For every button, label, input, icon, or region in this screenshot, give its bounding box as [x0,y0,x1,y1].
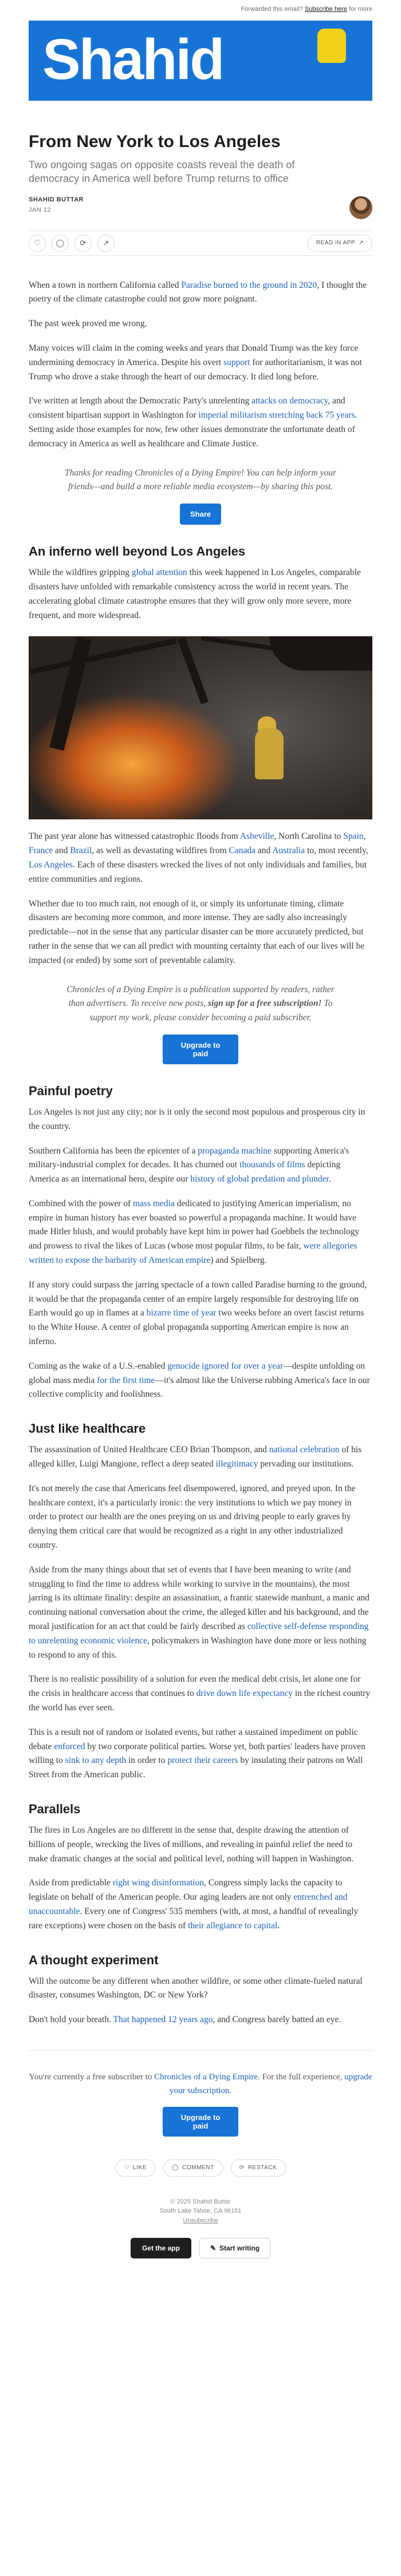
text-run: pervading our institutions. [258,1459,354,1469]
post-title[interactable]: From New York to Los Angeles [29,132,281,151]
read-in-app-label: READ IN APP [316,240,356,247]
inline-link[interactable]: for the first time [97,1375,155,1385]
text-run: , policymakers in Washington have done more or less nothing to respond to any of this. [29,1635,367,1660]
text-run: . [277,1920,280,1931]
paragraph [29,1975,372,2003]
text-run: Coming as the wake of a U.S.-enabled [29,1361,168,1371]
text-run: and [53,846,70,856]
paragraph [29,830,372,886]
text-run: Many voices will claim in the coming weeks and years that Donald Trump was the key force undermining democracy in America. Despite his overt [29,343,359,367]
text-run: —it's almost like the Universe rubbing America's face in our collective complicity and foolishness. [29,1375,370,1400]
comment-button[interactable] [52,235,69,252]
text-run: . Each of these disasters wrecked the lives of not only individuals and families, but entire communities and regions. [29,859,367,884]
text-run: . For the full experience, [257,2072,345,2082]
text-run: When a town in northern California called [29,280,182,290]
read-in-app-button[interactable] [308,235,372,252]
text-run: by insulating their patrons on Wall Street from the American public. [29,1755,363,1780]
text-run: , as well as devastating wildfires from [92,846,229,856]
text-run: . [229,2086,232,2095]
inline-link[interactable]: were allegories written to expose the barbarity of American empire [29,1241,357,1266]
get-the-app-button[interactable]: Get the app [131,2238,191,2258]
forwarded-prefix: Forwarded this email? [241,6,305,13]
text-run: to, most recently, [305,846,368,856]
post-date: JAN 12 [29,206,52,213]
intro-paragraph [29,279,372,307]
paragraph [29,1105,372,1134]
tree-silhouette [178,637,209,705]
inline-link[interactable]: enforced [54,1741,85,1751]
text-run: The past year alone has witnessed catastrophic floods from [29,831,240,842]
share-button[interactable] [97,235,115,252]
text-run: Aside from predictable [29,1878,113,1888]
post-column [29,132,372,2281]
byline [29,196,372,231]
text-run: , and consistent bipartisan support in Washington for [29,396,345,421]
intro-paragraph [29,394,372,451]
text-run: , Congress simply lacks the capacity to legislate on behalf of the American people. Our aging leaders are not only [29,1878,343,1903]
text-run: , North Carolina to [274,831,344,842]
paid-callout-bold: sign up for a free subscription! [208,998,322,1009]
text-run: This is a result not of random or isolated events, but rather a sustained impediment on public debate [29,1727,358,1751]
comment-icon: ◯ [56,238,65,247]
like-label: LIKE [133,2165,147,2171]
external-link-icon: ↗ [359,240,364,247]
text-run: Aside from the many things about that set of events that I have been meaning to write (and struggling to find the time to address while working to survive in the mountains), the most jarring is its ultimate finality: despite an assassination, a frantic statewide manhunt, a manic and continuing national conversation about the crime, the alleged killer and his background, and the moral justification for an act that could be fairly described as [29,1564,369,1632]
upgrade-to-paid-button[interactable]: Upgrade to paid [163,1035,238,1064]
inline-link[interactable]: illegitimacy [215,1459,258,1469]
section-heading-inferno: An inferno well beyond Los Angeles [29,544,246,559]
text-run: The past week proved me wrong. [29,319,147,329]
raised-fist-icon [317,29,346,63]
text-run: The assassination of United Healthcare CEO Brian Thompson, and [29,1445,269,1455]
inline-link[interactable]: imperial militarism stretching back 75 years [198,410,355,421]
paragraph [29,1876,372,1933]
inline-link[interactable]: Brazil [70,846,92,856]
inline-link[interactable]: genocide ignored for over a year [167,1361,284,1371]
section-heading-poetry: Painful poetry [29,1083,113,1098]
paragraph [29,1563,372,1663]
text-run: Will the outcome be any different when another wildfire, or some other climate-fueled natural disaster, consumes Washington, DC or New York? [29,1976,363,2000]
inline-link[interactable]: That happened 12 years ago [113,2015,213,2025]
inline-link[interactable]: propaganda machine [198,1146,272,1156]
post-subtitle: Two ongoing sagas on opposite coasts reveal the death of democracy in America well before Trump returns to office [29,159,295,185]
text-run: There is no realistic possibility of a solution for even the medical debt crisis, let alone one for the crisis in healthcare access that continues to [29,1674,361,1699]
inline-link[interactable]: sink to any depth [65,1755,127,1766]
restack-icon: ⟳ [239,2165,245,2171]
upgrade-to-paid-button-bottom[interactable]: Upgrade to paid [163,2107,238,2137]
text-run: Southern California has been the epicenter of a [29,1146,198,1156]
text-run: , [363,831,366,842]
paid-callout-post: To support my work, please consider becoming a paid subscriber. [89,998,333,1023]
paragraph [29,1443,372,1472]
paragraph [29,1278,372,1349]
action-bar [29,231,372,256]
share-callout-text: Thanks for reading Chronicles of a Dying Empire! You can help inform your friends—and build a more reliable media ecosystem—by sharing this post. [65,467,336,492]
text-run: If any story could surpass the jarring spectacle of a town called Paradise burning to the ground, it would be that the propaganda center of an empire largely responsible for destroying life on Earth would go up in flames at a [29,1279,367,1318]
text-run: Los Angeles is not just any city; nor is it only the second most populous and prosperous city in the country. [29,1107,365,1131]
inline-link[interactable]: Canada [229,846,255,856]
text-run: . Setting aside those examples for now, few other issues demonstrate the unfortunate death of democracy in America as well as healthcare and Climate Justice. [29,410,357,449]
text-run: Combined with the power of [29,1198,133,1208]
text-run: two weeks before an overt fascist returns to the White House. A center of global propaganda supporting American empire is now an inferno. [29,1308,364,1347]
paragraph [29,1824,372,1866]
footer-buttons [29,2238,372,2281]
text-run: Don't hold your breath. [29,2015,113,2025]
inline-link[interactable]: support [223,357,250,367]
text-run: ) and Spielberg. [210,1255,267,1266]
inline-link[interactable]: attacks on democracy [251,396,328,406]
text-run: I've written at length about the Democratic Party's unrelenting [29,396,252,406]
text-run: , and Congress barely batted an eye. [213,2015,341,2025]
paragraph [29,1673,372,1715]
divider [29,2050,372,2051]
like-pill-button[interactable] [115,2159,155,2177]
text-run: It's not merely the case that Americans feel disempowered, ignored, and preyed upon. In the healthcare context, it's a particularly ironic: the very institutions to which we pay money in order to protect our health are the ones preying on us and driving people to early graves by denying them critical care that would be recognized as a right in any other industrialized country. [29,1483,356,1551]
inline-link[interactable]: Los Angeles [29,859,73,870]
section-heading-thought-experiment: A thought experiment [29,1952,159,1967]
restack-label: RESTACK [247,2165,277,2171]
inline-link[interactable]: France [29,846,53,856]
heart-icon: ♡ [34,238,41,247]
text-run: . Every one of Congress' 535 members (with, at most, a handful of revealingly rare exceptions) were chosen on the basis of [29,1906,359,1931]
inline-link[interactable]: Australia [272,846,305,856]
paragraph [29,1197,372,1268]
header-banner[interactable] [29,21,372,101]
address: South Lake Tahoe, CA 96151 [159,2208,242,2215]
paragraph [29,2013,372,2027]
inline-link[interactable]: national celebration [269,1445,340,1455]
text-run: —despite unfolding on global mass media [29,1361,365,1385]
comment-label: COMMENT [182,2165,214,2171]
start-writing-button[interactable] [199,2238,270,2258]
text-run: The fires in Los Angeles are no different in the sense that, despite drawing the attention of billions of people, wrecking the lives of millions, and revealing in painful relief the need to make dramatic changes at the social and political level, nothing will happen in Washington. [29,1825,354,1864]
text-run: for authoritarianism, it was not Trump who drove a stake through the heart of our democracy. It died long before. [29,357,362,382]
forwarded-suffix: for more [347,6,372,13]
intro-paragraph [29,342,372,384]
text-run: this week happened in Los Angeles, comparable disasters have unfolded with remarkable consistency across the world in recent years. The accelerating global climate catastrophe ensures that they will grow only more severe, more frequent, and more widespread. [29,568,361,620]
comment-icon: ◯ [172,2165,179,2171]
heart-icon: ♡ [124,2165,130,2171]
text-run: dedicated to justifying American imperialism, no empire in human history has ever boasted so powerful a propaganda machine. It would have made Hitler blush, and would probably have kept him in power had Goebbels the technology and prowess to rival the likes of Lucas (whose most popular films, to be fair, [29,1198,360,1251]
tree-silhouette [269,636,372,671]
text-run: of his alleged killer, Luigi Mangione, reflect a deep seated [29,1445,362,1469]
share-post-button[interactable]: Share [180,504,221,525]
inline-link[interactable]: Chronicles of a Dying Empire [154,2072,258,2082]
paragraph [29,1360,372,1402]
like-button[interactable] [29,235,46,252]
social-actions [29,2159,372,2177]
inline-link[interactable]: entrenched and unaccountable [29,1892,348,1916]
paragraph [29,1482,372,1553]
text-run: While the wildfires gripping [29,568,132,578]
intro-section [29,279,372,451]
paragraph [29,1726,372,1782]
footer [29,2197,372,2226]
text-run: depicting America as an international hero, despite our [29,1160,341,1184]
firefighter-figure [255,728,284,779]
paid-callout-pre: Chronicles of a Dying Empire is a publication supported by readers, rather than advertisers. To receive new posts, [66,984,335,1009]
inline-link[interactable]: mass media [133,1198,175,1208]
comment-pill-button[interactable] [163,2159,223,2177]
inline-link[interactable]: protect their careers [167,1755,238,1766]
pencil-icon: ✎ [210,2244,217,2253]
paragraph [29,897,372,968]
subscribe-link[interactable]: Subscribe here [304,6,347,13]
author-name[interactable]: SHAHID BUTTAR [29,196,84,203]
section-heading-healthcare: Just like healthcare [29,1421,146,1436]
inline-link[interactable]: thousands of films [239,1160,305,1170]
text-run: You're currently a free subscriber to [29,2072,155,2082]
text-run: in order to [126,1755,168,1766]
tree-silhouette [49,636,92,751]
restack-button[interactable] [74,235,92,252]
text-run: in the richest country the world has ever seen. [29,1689,371,1713]
inline-link[interactable]: history of global predation and plunder [190,1174,329,1184]
share-icon: ↗ [103,238,109,247]
start-writing-label: Start writing [219,2244,260,2253]
forwarded-notice [0,0,401,21]
section-heading-parallels: Parallels [29,1801,81,1816]
intro-paragraph [29,317,372,331]
inline-link[interactable]: Spain [343,831,364,842]
inline-link[interactable]: Asheville [239,831,274,842]
inline-link[interactable]: drive down life expectancy [196,1689,293,1699]
tree-silhouette [30,638,176,675]
unsubscribe-link[interactable]: Unsubscribe [183,2217,218,2224]
avatar[interactable] [349,196,372,219]
restack-pill-button[interactable] [231,2159,286,2177]
paragraph [29,1144,372,1187]
copyright: © 2025 Shahid Buttar [170,2198,231,2205]
inline-link[interactable]: right wing disinformation [112,1878,205,1888]
text-run: and [255,846,273,856]
subscription-notice [29,2070,372,2098]
text-run: . [328,1174,331,1184]
inline-link[interactable]: their allegiance to capital [188,1920,278,1931]
inline-link[interactable]: global attention [131,568,187,578]
paragraph [29,566,372,623]
banner-logo: Shahid [42,27,223,92]
text-run: , I thought the poetry of the climate catastrophe could not grow more poignant. [29,280,367,304]
restack-icon: ⟳ [80,238,87,247]
paid-callout [63,983,338,1025]
inline-link[interactable]: collective self-defense responding to unrelenting economic violence [29,1622,369,1646]
inline-link[interactable]: bizarre time of year [146,1308,217,1318]
text-run: Whether due to too much rain, not enough of it, or simply its unfortunate timing, climate disasters are becoming more common, and more intense. They are sadly also increasingly predictable—not in the sense that any particular disaster can be more accurately predicted, but rather in the sense that we can all predict with mounting certainty that each of our lives will be impacted (or ended) by some sort of preventable calamity. [29,898,365,965]
text-run: supporting America's military-industrial complex for decades. It has churned out [29,1146,349,1170]
text-run: by two corporate political parties. Worse yet, both parties' leaders have proven willing to [29,1741,365,1766]
wildfire-photo[interactable] [29,636,372,819]
inline-link[interactable]: Paradise burned to the ground in 2020 [181,280,317,290]
inline-link[interactable]: upgrade your subscription [169,2072,372,2095]
